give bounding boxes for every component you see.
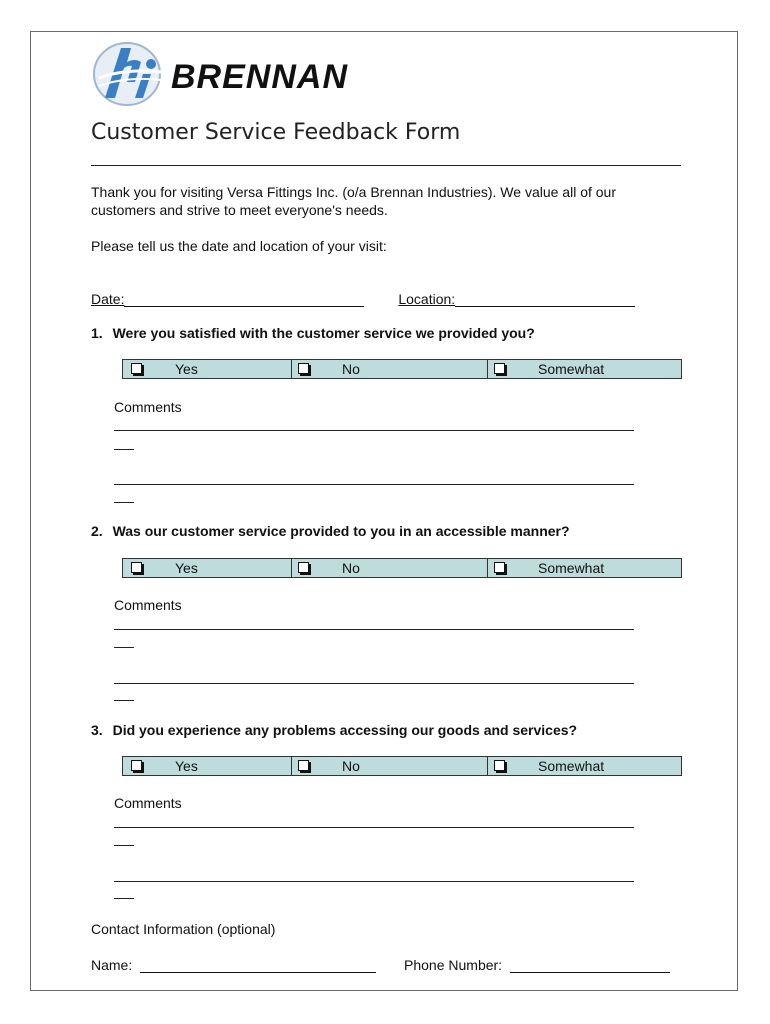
name-field[interactable] — [140, 958, 376, 973]
form-title: Customer Service Feedback Form — [91, 120, 461, 145]
question-number: 2. — [91, 523, 103, 539]
comment-line[interactable] — [114, 683, 634, 684]
comment-line[interactable] — [114, 629, 634, 630]
options-bar-3 — [122, 756, 682, 776]
option-somewhat[interactable] — [488, 757, 681, 775]
options-bar-1 — [122, 359, 682, 379]
checkbox-icon[interactable] — [298, 760, 309, 771]
option-yes[interactable] — [123, 559, 292, 577]
checkbox-icon[interactable] — [494, 363, 505, 374]
date-field[interactable] — [124, 292, 364, 307]
brennan-logo — [91, 38, 381, 108]
question-text: Was our customer service provided to you in an accessible manner? — [112, 523, 570, 539]
question-number: 3. — [91, 722, 103, 738]
checkbox-icon[interactable] — [298, 562, 309, 573]
question-3 — [91, 722, 577, 738]
location-field[interactable] — [455, 292, 635, 307]
option-yes[interactable] — [123, 360, 292, 378]
option-label: Yes — [175, 758, 198, 774]
checkbox-icon[interactable] — [298, 363, 309, 374]
brand-wordmark: BRENNAN — [171, 58, 348, 96]
visit-prompt: Please tell us the date and location of your visit: — [91, 238, 387, 254]
option-no[interactable] — [292, 559, 488, 577]
option-label: Yes — [175, 361, 198, 377]
phone-label: Phone Number: — [404, 957, 503, 973]
comment-line[interactable] — [114, 881, 634, 882]
option-label: Somewhat — [538, 560, 605, 576]
location-label: Location: — [398, 291, 456, 307]
option-somewhat[interactable] — [488, 360, 681, 378]
comment-line-stub — [114, 647, 134, 648]
checkbox-icon[interactable] — [494, 760, 505, 771]
option-label: No — [342, 758, 360, 774]
checkbox-icon[interactable] — [131, 760, 142, 771]
options-bar-2 — [122, 558, 682, 578]
option-label: Somewhat — [538, 758, 605, 774]
comment-line-stub — [114, 898, 134, 899]
date-label: Date: — [91, 291, 125, 307]
brennan-logo-icon — [91, 38, 167, 108]
contact-row — [91, 957, 691, 973]
option-label: Somewhat — [538, 361, 605, 377]
question-text: Were you satisfied with the customer service we provided you? — [112, 325, 535, 341]
checkbox-icon[interactable] — [494, 562, 505, 573]
comment-line-stub — [114, 449, 134, 450]
option-no[interactable] — [292, 757, 488, 775]
checkbox-icon[interactable] — [131, 562, 142, 573]
comments-label: Comments — [114, 399, 182, 415]
option-somewhat[interactable] — [488, 559, 681, 577]
date-location-row — [91, 291, 691, 307]
title-divider — [91, 165, 681, 166]
checkbox-icon[interactable] — [131, 363, 142, 374]
comment-line[interactable] — [114, 827, 634, 828]
question-number: 1. — [91, 325, 103, 341]
comment-line[interactable] — [114, 484, 634, 485]
intro-text: Thank you for visiting Versa Fittings Inc. (o/a Brennan Industries). We value all of our customers and strive to meet everyone's needs. — [91, 184, 616, 218]
comment-line-stub — [114, 700, 134, 701]
comment-line-stub — [114, 502, 134, 503]
comment-line-stub — [114, 845, 134, 846]
form-page — [30, 31, 738, 991]
phone-field[interactable] — [510, 958, 670, 973]
option-label: Yes — [175, 560, 198, 576]
contact-heading: Contact Information (optional) — [91, 921, 276, 937]
question-text: Did you experience any problems accessing our goods and services? — [112, 722, 578, 738]
question-2 — [91, 523, 570, 539]
comments-label: Comments — [114, 597, 182, 613]
name-label: Name: — [91, 957, 133, 973]
comment-line[interactable] — [114, 430, 634, 431]
option-label: No — [342, 361, 360, 377]
option-label: No — [342, 560, 360, 576]
comments-label: Comments — [114, 795, 182, 811]
option-yes[interactable] — [123, 757, 292, 775]
question-1 — [91, 325, 535, 341]
option-no[interactable] — [292, 360, 488, 378]
